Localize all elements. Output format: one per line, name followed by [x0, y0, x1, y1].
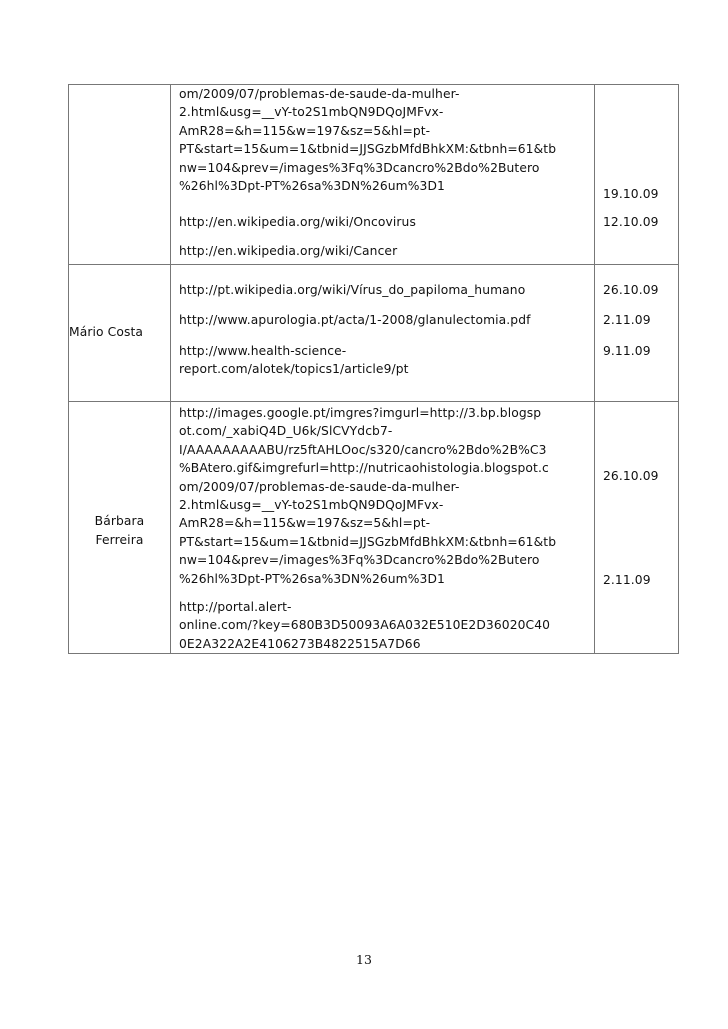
reference-link: http://en.wikipedia.org/wiki/Cancer — [179, 243, 398, 258]
page-number: 13 — [356, 952, 372, 967]
author-cell — [69, 402, 171, 654]
dates-cell — [595, 402, 679, 654]
reference-link: http://pt.wikipedia.org/wiki/Vírus_do_papiloma_humano — [179, 283, 526, 297]
references-table — [68, 84, 679, 654]
links-cell — [171, 85, 595, 265]
table-row — [69, 85, 679, 265]
author-cell — [69, 265, 171, 402]
dates-cell — [595, 85, 679, 265]
author-cell — [69, 85, 171, 265]
author-name: Mário Costa — [69, 325, 144, 340]
table-row — [69, 402, 679, 654]
access-date: 19.10.09 — [603, 187, 659, 201]
access-date: 2.11.09 — [603, 573, 651, 588]
reference-link: om/2009/07/problemas-de-saude-da-mulher- 2.html&usg=__vY-to2S1mbQN9DQoJMFvx- AmR28=&h=115&w=197&sz=5&hl=pt- PT&start=15&um=1&tbnid=JJSGzbMfdBhkXM:&tbnh=61&tb nw=104&prev=/images%3Fq%3Dcancro%2Bdo%2Butero %26hl%3Dpt-PT%26sa%3DN%26um%3D1 — [179, 87, 557, 194]
access-date: 9.11.09 — [603, 343, 651, 358]
access-date: 26.10.09 — [603, 469, 659, 483]
reference-link: http://www.apurologia.pt/acta/1-2008/glanulectomia.pdf — [179, 313, 531, 328]
reference-link: http://www.health-science- report.com/alotek/topics1/article9/pt — [179, 343, 409, 377]
reference-link: http://images.google.pt/imgres?imgurl=http://3.bp.blogsp ot.com/_xabiQ4D_U6k/SlCVYdcb7- I/AAAAAAAAABU/rz5ftAHLOoc/s320/cancro%2Bdo%2B%C3 %BAtero.gif&imgrefurl=http://nutricaohistologia.blogspot.c om/2009/07/problemas-de-saude-da-mulher- 2.html&usg=__vY-to2S1mbQN9DQoJMFvx- AmR28=&h=115&w=197&sz=5&hl=pt- PT&start=15&um=1&tbnid=JJSGzbMfdBhkXM:&tbnh=61&tb nw=104&prev=/images%3Fq%3Dcancro%2Bdo%2Butero %26hl%3Dpt-PT%26sa%3DN%26um%3D1 — [179, 406, 557, 586]
reference-link: http://en.wikipedia.org/wiki/Oncovirus — [179, 215, 416, 230]
table-row — [69, 265, 679, 402]
author-last-name: Ferreira — [95, 532, 144, 547]
links-cell — [171, 265, 595, 402]
links-cell — [171, 402, 595, 654]
access-date: 26.10.09 — [603, 283, 659, 297]
reference-link: http://portal.alert- online.com/?key=680B3D50093A6A032E510E2D36020C40 0E2A322A2E4106273B4822515A7D66 — [179, 600, 551, 651]
access-date: 12.10.09 — [603, 215, 659, 230]
dates-cell — [595, 265, 679, 402]
author-first-name: Bárbara — [94, 514, 145, 529]
access-date: 2.11.09 — [603, 313, 651, 328]
